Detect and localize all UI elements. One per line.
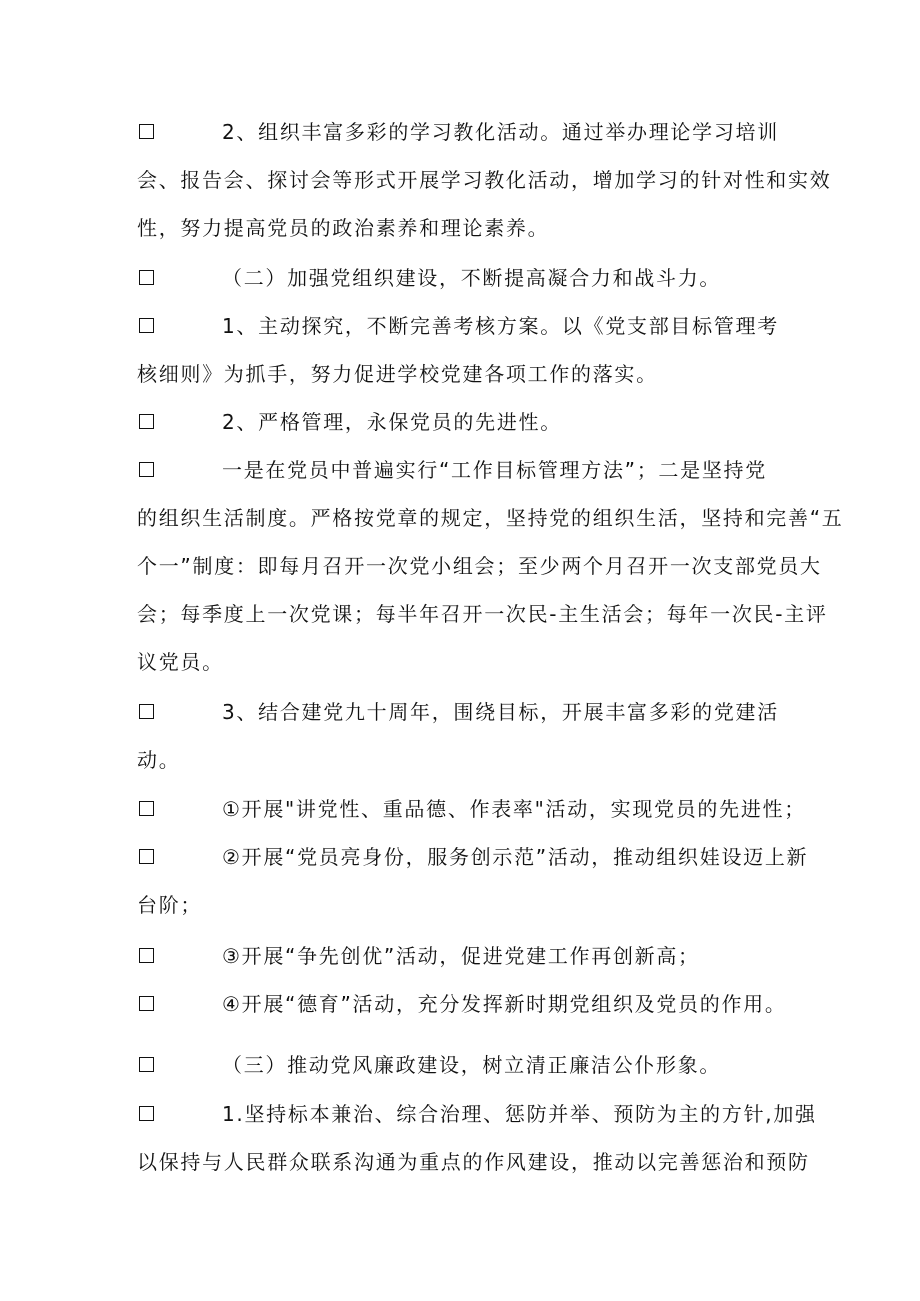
checkbox-square [139,1106,154,1121]
paragraph-line: ①开展"讲党性、重品德、作表率"活动，实现党员的先进性； [222,797,806,821]
paragraph-line: （二）加强党组织建设，不断提高凝合力和战斗力。 [222,266,722,290]
paragraph-line: 个一”制度：即每月召开一次党小组会；至少两个月召开一次支部党员大 [137,554,822,578]
paragraph-line: 1.坚持标本兼治、综合治理、惩防并举、预防为主的方针,加强 [222,1102,817,1126]
paragraph-line: 以保持与人民群众联系沟通为重点的作风建设，推动以完善惩治和预防 [137,1150,810,1174]
checkbox-square [139,948,154,963]
checkbox-square [139,1057,154,1072]
checkbox-square [139,318,154,333]
paragraph-line: 2、严格管理，永保党员的先进性。 [222,410,562,434]
paragraph-line: 一是在党员中普遍实行“工作目标管理方法”；二是坚持党 [222,458,767,482]
checkbox-square [139,124,154,139]
checkbox-square [139,801,154,816]
paragraph-line: ④开展“德育”活动，充分发挥新时期党组织及党员的作用。 [222,992,787,1016]
paragraph-line: ③开展“争先创优”活动，促进党建工作再创新高； [222,944,700,968]
paragraph-line: 会；每季度上一次党课；每半年召开一次民-主生活会；每年一次民-主评 [137,602,828,626]
paragraph-line: 核细则》为抓手，努力促进学校党建各项工作的落实。 [137,362,658,386]
paragraph-line: 台阶； [137,893,203,917]
checkbox-square [139,996,154,1011]
paragraph-line: 3、结合建党九十周年，围绕目标，开展丰富多彩的党建活 [222,700,779,724]
paragraph-line: ②开展“党员亮身份，服务创示范”活动，推动组织娃设迈上新 [222,845,809,869]
paragraph-line: 性，努力提高党员的政治素养和理论素养。 [137,216,550,240]
checkbox-square [139,270,154,285]
paragraph-line: 议党员。 [137,650,224,674]
paragraph-line: 的组织生活制度。严格按党章的规定，坚持党的组织生活，坚持和完善“五 [137,506,844,530]
paragraph-line: 会、报告会、探讨会等形式开展学习教化活动，增加学习的针对性和实效 [137,168,832,192]
checkbox-square [139,414,154,429]
paragraph-line: 1、主动探究，不断完善考核方案。以《党支部目标管理考 [222,314,779,338]
checkbox-square [139,849,154,864]
checkbox-square [139,704,154,719]
paragraph-line: 动。 [137,748,181,772]
paragraph-line: （三）推动党风廉政建设，树立清正廉洁公仆形象。 [222,1053,722,1077]
checkbox-square [139,462,154,477]
paragraph-line: 2、组织丰富多彩的学习教化活动。通过举办理论学习培训 [222,120,779,144]
